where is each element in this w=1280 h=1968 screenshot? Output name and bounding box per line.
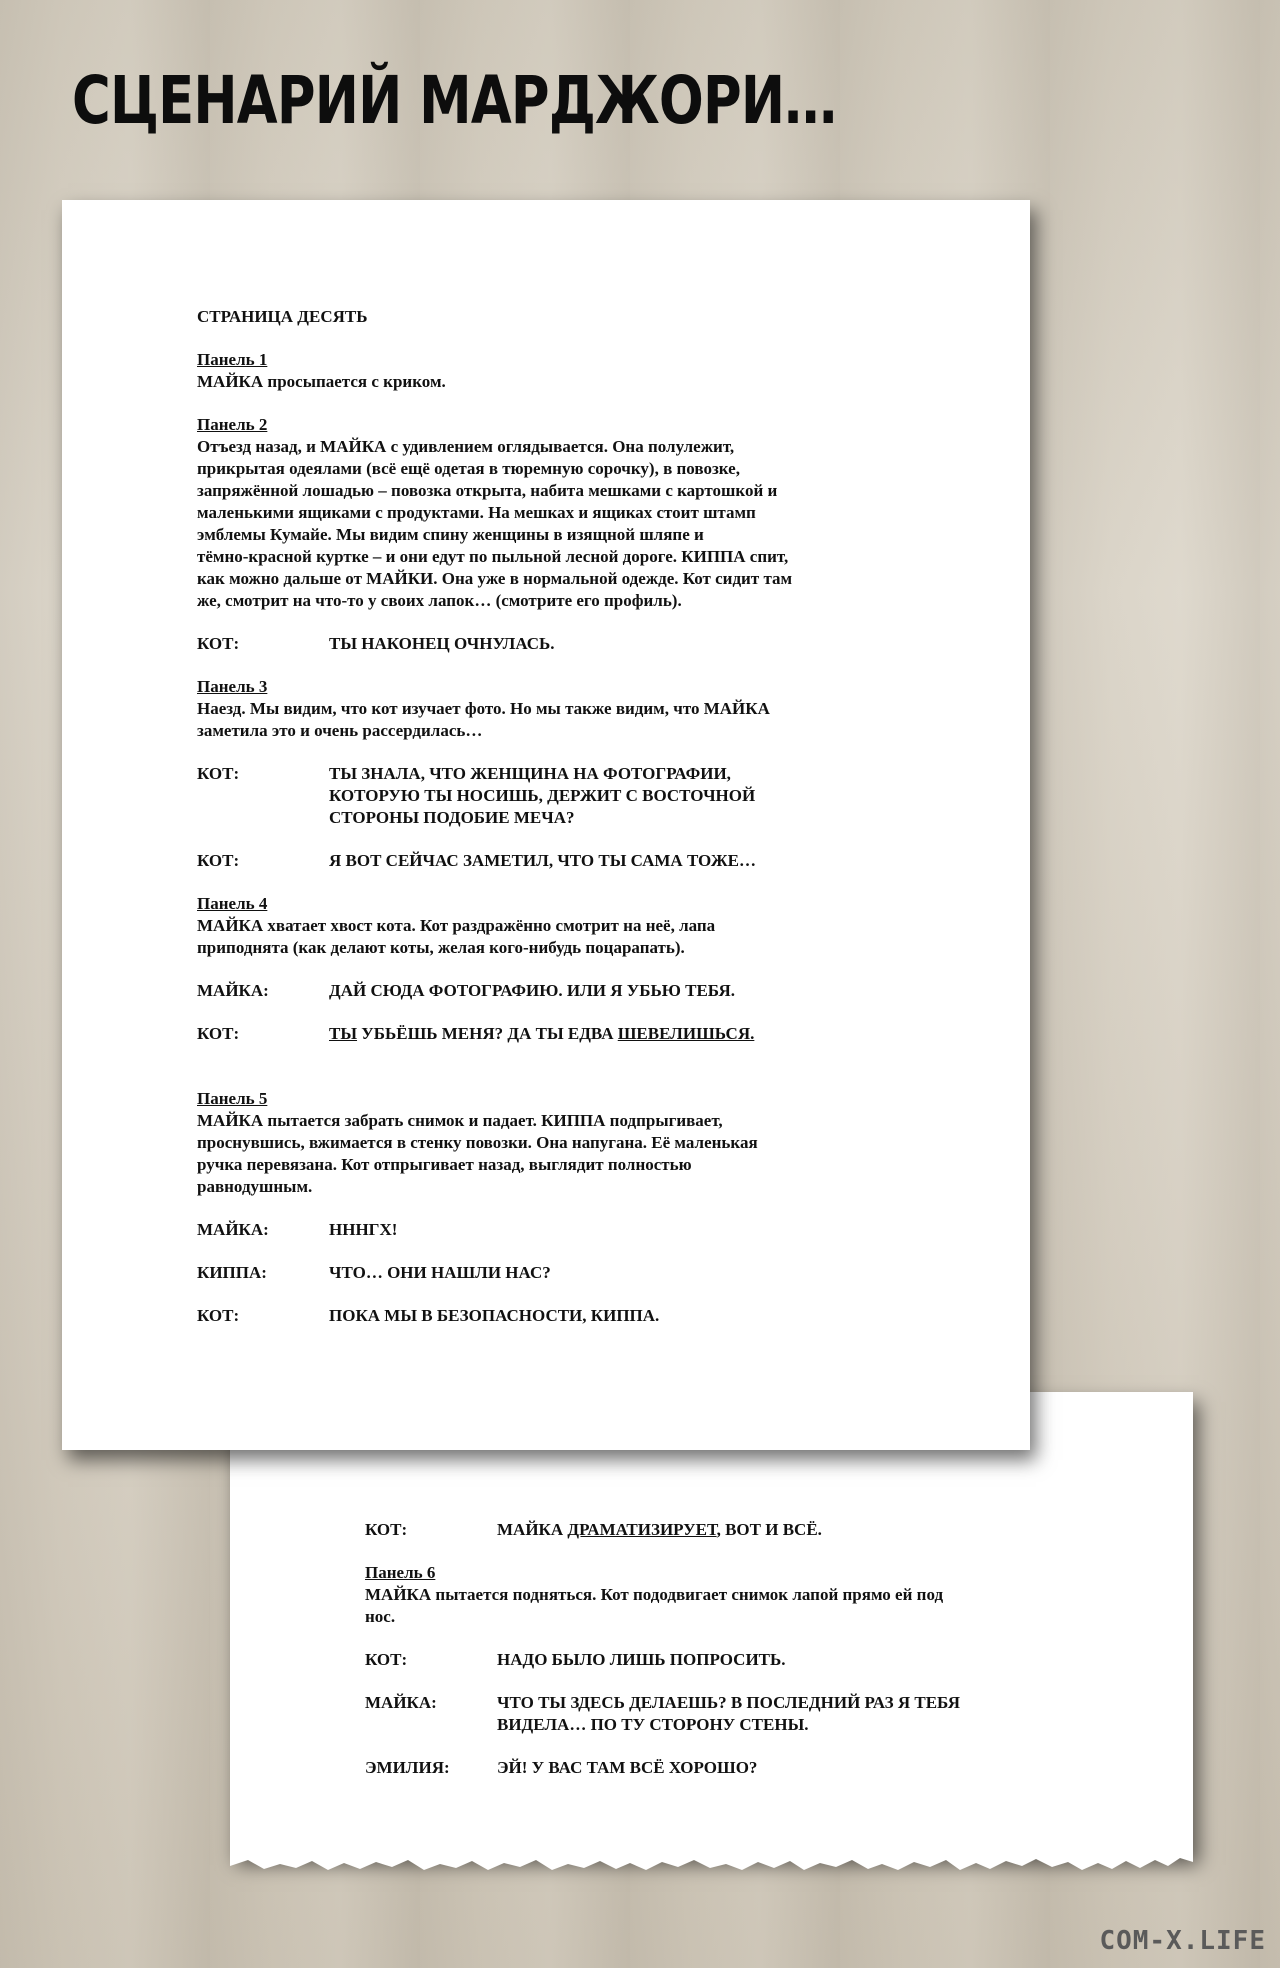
page-title: СЦЕНАРИЙ МАРДЖОРИ… <box>72 62 837 139</box>
emphasis: ДРАМАТИЗИРУЕТ <box>567 1520 717 1539</box>
spacer <box>197 1066 887 1088</box>
dialogue-text: Я ВОТ СЕЙЧАС ЗАМЕТИЛ, ЧТО ТЫ САМА ТОЖЕ… <box>329 851 757 870</box>
dialogue-fragment: , ВОТ И ВСЁ. <box>716 1520 822 1539</box>
panel-label: Панель 5 <box>197 1089 268 1108</box>
dialogue-fragment: УБЬЁШЬ МЕНЯ? ДА ТЫ ЕДВА <box>357 1024 618 1043</box>
script-body-1 <box>197 306 887 1348</box>
panel-description-line: ручка перевязана. Кот отпрыгивает назад, выглядит полностью <box>197 1155 692 1174</box>
panel-description-line: равнодушным. <box>197 1177 313 1196</box>
script-sheet-1 <box>62 200 1030 1450</box>
dialogue-text: ТЫ НАКОНЕЦ ОЧНУЛАСЬ. <box>329 634 555 653</box>
dialogue-line <box>365 1519 1055 1541</box>
panel-description-line: эмблемы Кумайе. Мы видим спину женщины в изящной шляпе и <box>197 525 704 544</box>
dialogue-line <box>365 1692 1055 1736</box>
dialogue-line <box>197 980 887 1002</box>
panel-5 <box>197 1088 887 1198</box>
panel-label: Панель 3 <box>197 677 268 696</box>
torn-paper-edge <box>230 1848 1193 1878</box>
dialogue-line <box>197 763 887 829</box>
panel-label: Панель 2 <box>197 415 268 434</box>
dialogue-line <box>197 1023 887 1045</box>
dialogue-text-line: ВИДЕЛА… ПО ТУ СТОРОНУ СТЕНЫ. <box>497 1715 809 1734</box>
emphasis: ТЫ <box>329 1024 358 1043</box>
speaker: КОТ: <box>365 1650 408 1669</box>
panel-description-line: приподнята (как делают коты, желая кого-нибудь поцарапать). <box>197 938 685 957</box>
panel-3 <box>197 676 887 742</box>
dialogue-text: ДАЙ СЮДА ФОТОГРАФИЮ. ИЛИ Я УБЬЮ ТЕБЯ. <box>329 981 735 1000</box>
panel-description-line: как можно дальше от МАЙКИ. Она уже в нормальной одежде. Кот сидит там <box>197 569 793 588</box>
speaker: КОТ: <box>197 1024 240 1043</box>
dialogue-text: ПОКА МЫ В БЕЗОПАСНОСТИ, КИППА. <box>329 1306 660 1325</box>
panel-description-line: МАЙКА пытается подняться. Кот пододвигает снимок лапой прямо ей под <box>365 1585 944 1604</box>
speaker: МАЙКА: <box>197 1220 269 1239</box>
panel-description-line: запряжённой лошадью – повозка открыта, набита мешками с картошкой и <box>197 481 778 500</box>
dialogue-text <box>497 1692 1055 1736</box>
dialogue-text: НННГХ! <box>329 1220 398 1239</box>
panel-description-line: заметила это и очень рассердилась… <box>197 721 483 740</box>
speaker: КИППА: <box>197 1263 267 1282</box>
panel-description-line: проснувшись, вжимается в стенку повозки. Она напугана. Её маленькая <box>197 1133 758 1152</box>
dialogue-text <box>497 1519 1055 1541</box>
panel-2 <box>197 414 887 612</box>
dialogue-text <box>329 763 887 829</box>
panel-description-line: же, смотрит на что-то у своих лапок… (смотрите его профиль). <box>197 591 682 610</box>
speaker: КОТ: <box>365 1520 408 1539</box>
speaker: КОТ: <box>197 634 240 653</box>
dialogue-line <box>365 1757 1055 1779</box>
dialogue-text <box>329 1023 887 1045</box>
panel-description-line: МАЙКА хватает хвост кота. Кот раздражённо смотрит на неё, лапа <box>197 916 716 935</box>
panel-description-line: Отъезд назад, и МАЙКА с удивлением оглядывается. Она полулежит, <box>197 437 735 456</box>
watermark: COM-X.LIFE <box>1099 1926 1266 1956</box>
panel-description-line: Наезд. Мы видим, что кот изучает фото. Но мы также видим, что МАЙКА <box>197 699 770 718</box>
emphasis: ШЕВЕЛИШЬСЯ. <box>617 1024 755 1043</box>
panel-description-line: маленькими ящиками с продуктами. На мешках и ящиках стоит штамп <box>197 503 756 522</box>
speaker: МАЙКА: <box>365 1693 437 1712</box>
dialogue-text: ЭЙ! У ВАС ТАМ ВСЁ ХОРОШО? <box>497 1758 758 1777</box>
dialogue-line <box>197 1219 887 1241</box>
panel-label: Панель 6 <box>365 1563 436 1582</box>
panel-4 <box>197 893 887 959</box>
dialogue-text-line: ТЫ ЗНАЛА, ЧТО ЖЕНЩИНА НА ФОТОГРАФИИ, <box>329 764 731 783</box>
speaker: КОТ: <box>197 764 240 783</box>
panel-description-line: тёмно-красной куртке – и они едут по пыльной лесной дороге. КИППА спит, <box>197 547 789 566</box>
dialogue-text: ЧТО… ОНИ НАШЛИ НАС? <box>329 1263 551 1282</box>
script-body-2 <box>365 1519 1055 1800</box>
panel-label: Панель 1 <box>197 350 268 369</box>
panel-description-line: прикрытая одеялами (всё ещё одетая в тюремную сорочку), в повозке, <box>197 459 740 478</box>
dialogue-text-line: КОТОРУЮ ТЫ НОСИШЬ, ДЕРЖИТ С ВОСТОЧНОЙ <box>329 786 756 805</box>
panel-6 <box>365 1562 1055 1628</box>
dialogue-line <box>365 1649 1055 1671</box>
speaker: КОТ: <box>197 1306 240 1325</box>
panel-1 <box>197 349 887 393</box>
dialogue-line <box>197 1305 887 1327</box>
script-sheet-2 <box>230 1392 1193 1855</box>
speaker: МАЙКА: <box>197 981 269 1000</box>
dialogue-fragment: МАЙКА <box>497 1520 568 1539</box>
dialogue-text: НАДО БЫЛО ЛИШЬ ПОПРОСИТЬ. <box>497 1650 786 1669</box>
panel-description-line: МАЙКА пытается забрать снимок и падает. КИППА подпрыгивает, <box>197 1111 723 1130</box>
speaker: КОТ: <box>197 851 240 870</box>
dialogue-text-line: СТОРОНЫ ПОДОБИЕ МЕЧА? <box>329 808 575 827</box>
dialogue-line <box>197 633 887 655</box>
speaker: ЭМИЛИЯ: <box>365 1758 450 1777</box>
panel-description: МАЙКА просыпается с криком. <box>197 372 446 391</box>
dialogue-line <box>197 1262 887 1284</box>
panel-label: Панель 4 <box>197 894 268 913</box>
page-heading: СТРАНИЦА ДЕСЯТЬ <box>197 307 368 326</box>
dialogue-text-line: ЧТО ТЫ ЗДЕСЬ ДЕЛАЕШЬ? В ПОСЛЕДНИЙ РАЗ Я ТЕБЯ <box>497 1693 960 1712</box>
dialogue-line <box>197 850 887 872</box>
panel-description-line: нос. <box>365 1607 396 1626</box>
